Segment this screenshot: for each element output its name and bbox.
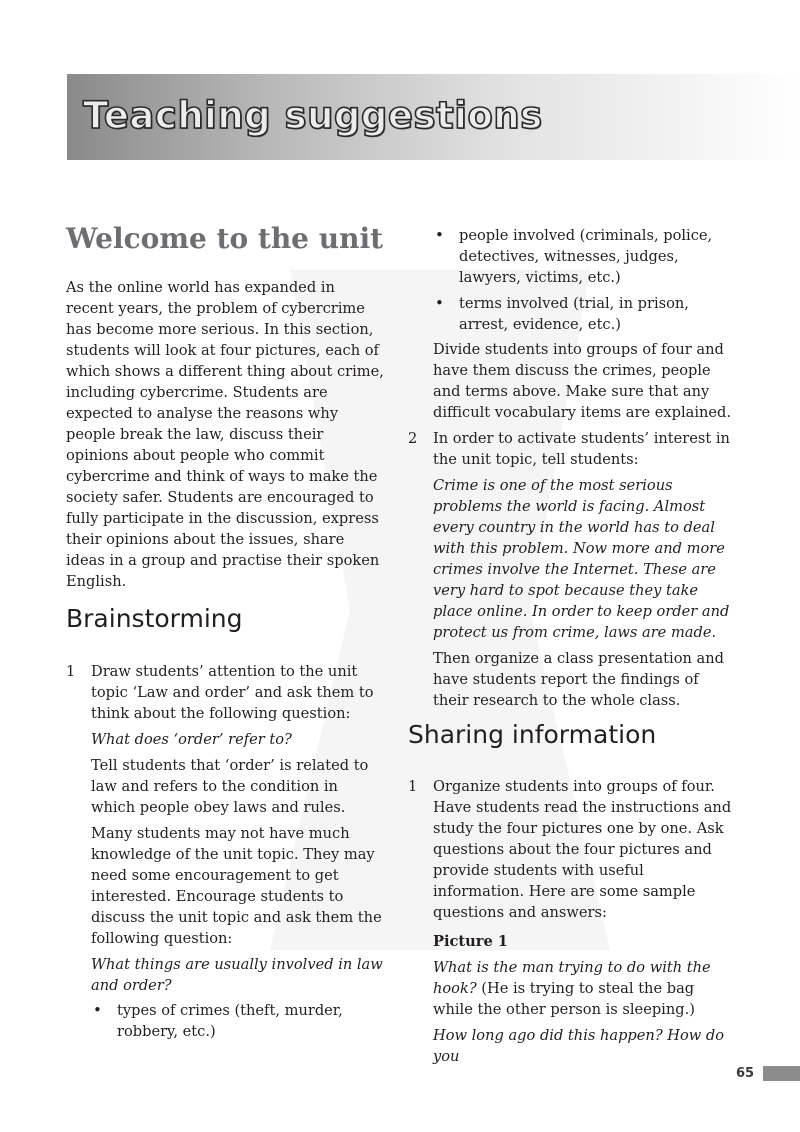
list-item [66,661,384,1042]
picture-label: Picture 1 [433,933,508,950]
item-number: 2 [408,430,418,447]
bullet-text: • terms involved (trial, in prison, arrest, evidence, etc.) [459,295,689,333]
item-number: 1 [66,663,76,680]
item-text: Organize students into groups of four. Have students read the instructions and study the four pictures one by one. Ask questions about the four pictures and provide students with useful information. Here are some sample questions and answers: [433,778,732,921]
page-number-bar [763,1066,800,1081]
welcome-intro [66,277,384,592]
bullet-item [433,225,732,288]
question-law-and-order: What things are usually involved in law and order? [91,956,383,994]
question-answer-hook [433,957,732,1020]
question-order: What does ‘order’ refer to? [91,731,292,748]
bullet-text: • types of crimes (theft, murder, robbery, etc.) [117,1002,343,1040]
item-text: In order to activate students’ interest in the unit topic, tell students: [433,430,730,468]
list-item [408,428,732,711]
paragraph-presentation: Then organize a class presentation and have students report the findings of their research to the whole class. [433,650,724,709]
question-hook: What is the man trying to do with the hook? [433,959,711,997]
paragraph-order-explained: Tell students that ‘order’ is related to law and refers to the condition in which people obey laws and rules. [91,757,369,816]
item-number: 1 [408,778,418,795]
quote-crime: Crime is one of the most serious problems the world is facing. Almost every country in the world has to deal with this problem. Now more and more crimes involve the Internet. These are very hard to spot because they take place online. In order to keep order and protect us from crime, laws are made. [433,477,730,641]
right-column-top [408,225,732,711]
bullet-item [433,293,732,335]
header-banner [67,74,800,160]
sharing-item-1 [408,776,732,1067]
banner-title: Teaching suggestions [83,94,543,137]
list-item [408,776,732,1067]
section-heading-sharing: Sharing information [408,720,657,749]
intro-paragraph: As the online world has expanded in recent years, the problem of cybercrime has become more serious. In this section, students will look at four pictures, each of which shows a different thing about crime, including cybercrime. Students are expected to analyse the reasons why people break the law, discuss their opinions about people who commit cybercrime and think of ways to make the society safer. Students are encouraged to fully participate in the discussion, express their opinions about the issues, share ideas in a group and practise their spoken English. [66,279,384,590]
page-number: 65 [736,1066,755,1081]
question-how-long: How long ago did this happen? How do you [433,1027,725,1065]
paragraph-encouragement: Many students may not have much knowledge of the unit topic. They may need some encouragement to get interested. Encourage students to discuss the unit topic and ask them the following question: [91,825,382,947]
brainstorm-item-1 [66,661,384,1042]
section-heading-welcome: Welcome to the unit [66,222,384,255]
bullet-item [91,1000,384,1042]
paragraph-divide-groups: Divide students into groups of four and have them discuss the crimes, people and terms above. Make sure that any difficult vocabulary items are explained. [433,341,732,421]
answer-hook: (He is trying to steal the bag while the other person is sleeping.) [433,980,695,1018]
item-text: Draw students’ attention to the unit topic ‘Law and order’ and ask them to think about the following question: [91,663,374,722]
section-heading-brainstorming: Brainstorming [66,604,243,633]
bullet-text: • people involved (criminals, police, detectives, witnesses, judges, lawyers, victims, etc.) [459,227,713,286]
